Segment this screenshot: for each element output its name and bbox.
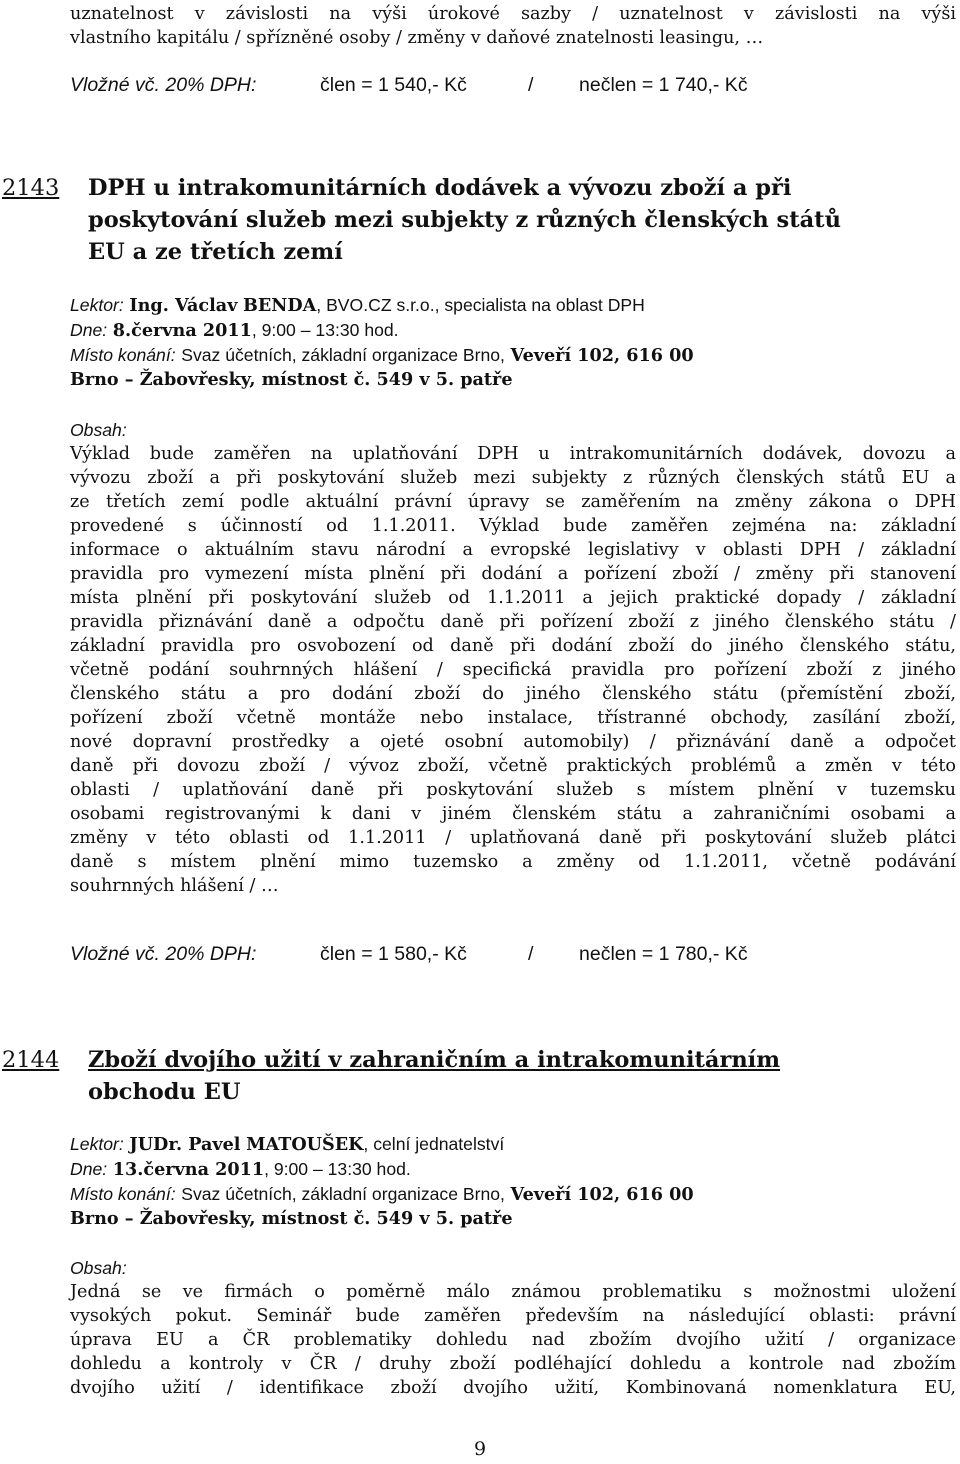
lecturer-label: Lektor: xyxy=(70,295,124,315)
section-2144-content xyxy=(70,1256,956,1400)
content-line: osobami registrovanými k dani v jiném členském státu a zahraničními osobami a xyxy=(70,804,956,824)
venue-line xyxy=(70,343,956,368)
section-2143 xyxy=(2,172,956,268)
section-title-line: DPH u intrakomunitárních dodávek a vývozu zboží a při xyxy=(88,175,792,201)
lecturer-affiliation: , BVO.CZ s.r.o., specialista na oblast DPH xyxy=(316,295,645,315)
date-line xyxy=(70,318,956,343)
venue-room: Brno – Žabovřesky, místnost č. 549 v 5. patře xyxy=(70,1208,513,1229)
time-value: , 9:00 – 13:30 hod. xyxy=(264,1159,411,1179)
content-label: Obsah: xyxy=(70,1258,127,1278)
content-line: Výklad bude zaměřen na uplatňování DPH u intrakomunitárních dodávek, dovozu a xyxy=(70,444,956,464)
section-2144 xyxy=(2,1044,956,1108)
content-line: pravidla pro vymezení místa plnění při dodání a pořízení zboží / změny při stanovení xyxy=(70,564,956,584)
venue-room: Brno – Žabovřesky, místnost č. 549 v 5. patře xyxy=(70,369,513,390)
section-title-line: EU a ze třetích zemí xyxy=(88,239,343,265)
content-paragraph xyxy=(70,1280,956,1400)
content-line: vysokých pokut. Seminář bude zaměřen především na následující oblasti: právní xyxy=(70,1306,956,1326)
fee-line-2143 xyxy=(70,74,956,100)
content-label: Obsah: xyxy=(70,420,127,440)
lecturer-affiliation: , celní jednatelství xyxy=(363,1134,505,1154)
fee-label: Vložné vč. 20% DPH: xyxy=(70,943,257,965)
intro-line: uznatelnost v závislosti na výši úrokové sazby / uznatelnost v závislosti na výši xyxy=(70,4,956,24)
date-label: Dne: xyxy=(70,320,108,340)
content-line: změny v této oblasti od 1.1.2011 / uplatňovaná daně při poskytování služeb plátci xyxy=(70,828,956,848)
content-line: dohledu a kontroly v ČR / druhy zboží podléhající dohledu a kontrole nad zbožím xyxy=(70,1354,956,1374)
fee-separator: / xyxy=(528,74,534,96)
content-line: vývozu zboží a při poskytování služeb mezi subjekty z různých členských států EU a xyxy=(70,468,956,488)
venue-organization: Svaz účetních, základní organizace Brno, xyxy=(181,345,505,365)
fee-nonmember: nečlen = 1 780,- Kč xyxy=(579,943,748,965)
content-line: ze třetích zemí podle aktuální právní úpravy se zaměřením na změny zákona o DPH xyxy=(70,492,956,512)
content-line: daně s místem plnění mimo tuzemsko a změny od 1.1.2011, včetně podávání xyxy=(70,852,956,872)
content-line: provedené s účinností od 1.1.2011. Výklad bude zaměřen zejména na: základní xyxy=(70,516,956,536)
fee-member: člen = 1 540,- Kč xyxy=(320,74,467,96)
venue-label: Místo konání: xyxy=(70,345,176,365)
content-line: informace o aktuálním stavu národní a evropské legislativy v oblasti DPH / základní xyxy=(70,540,956,560)
date-value: 13.června 2011 xyxy=(112,1159,265,1180)
content-line: pořízení zboží včetně montáže nebo instalace, třístranné obchody, zasílání zboží, xyxy=(70,708,956,728)
content-line: oblasti / uplatňování daně při poskytování služeb s místem plnění v tuzemsku xyxy=(70,780,956,800)
content-line: nové dopravní prostředky a ojeté osobní automobily) / přiznávání daně a odpočet xyxy=(70,732,956,752)
content-line: členského státu a pro dodání zboží do jiného členského státu (přemístění zboží, xyxy=(70,684,956,704)
section-2143-content xyxy=(70,418,956,898)
content-line: daně při dovozu zboží / vývoz zboží, včetně praktických problémů a změn v této xyxy=(70,756,956,776)
date-label: Dne: xyxy=(70,1159,108,1179)
section-title-line: obchodu EU xyxy=(88,1079,241,1105)
fee-label: Vložné vč. 20% DPH: xyxy=(70,74,257,96)
lecturer-name: MATOUŠEK xyxy=(246,1134,364,1155)
fee-separator: / xyxy=(528,943,534,965)
content-line: pravidla přiznávání daně a odpočtu daně při pořízení zboží z jiného členského státu / xyxy=(70,612,956,632)
section-2143-details xyxy=(70,293,956,392)
content-line: včetně podání souhrnných hlášení / specifická pravidla pro pořízení zboží z jiného xyxy=(70,660,956,680)
content-line: základní pravidla pro osvobození od daně při dodání zboží do jiného členského státu, xyxy=(70,636,956,656)
section-number: 2143 xyxy=(2,175,60,201)
content-line: Jedná se ve firmách o poměrně málo známou problematiku s možnostmi uložení xyxy=(70,1282,956,1302)
content-line: souhrnných hlášení / … xyxy=(70,876,279,896)
fee-line-2144 xyxy=(70,943,956,969)
venue-label: Místo konání: xyxy=(70,1184,176,1204)
section-heading xyxy=(2,172,956,268)
lecturer-line xyxy=(70,293,956,318)
lecturer-label: Lektor: xyxy=(70,1134,124,1154)
fee-member: člen = 1 580,- Kč xyxy=(320,943,467,965)
lecturer-line xyxy=(70,1132,956,1157)
lecturer-title: Ing. Václav xyxy=(129,295,238,316)
section-title-line: poskytování služeb mezi subjekty z různých členských států xyxy=(88,207,841,233)
fee-nonmember: nečlen = 1 740,- Kč xyxy=(579,74,748,96)
section-title-line: Zboží dvojího užití v zahraničním a intrakomunitárním xyxy=(88,1047,781,1073)
venue-organization: Svaz účetních, základní organizace Brno, xyxy=(181,1184,505,1204)
date-line xyxy=(70,1157,956,1182)
lecturer-name: BENDA xyxy=(243,295,317,316)
intro-text xyxy=(70,2,956,50)
section-number: 2144 xyxy=(2,1047,60,1073)
content-line: dvojího užití / identifikace zboží dvojího užití, Kombinovaná nomenklatura EU, xyxy=(70,1378,956,1398)
lecturer-title: JUDr. Pavel xyxy=(129,1134,241,1155)
venue-line xyxy=(70,1182,956,1207)
venue-address: Veveří 102, 616 00 xyxy=(510,1184,694,1205)
content-line: úprava EU a ČR problematiky dohledu nad zbožím dvojího užití / organizace xyxy=(70,1330,956,1350)
venue-address: Veveří 102, 616 00 xyxy=(510,345,694,366)
date-value: 8.června 2011 xyxy=(112,320,252,341)
section-2144-details xyxy=(70,1132,956,1231)
section-heading xyxy=(2,1044,956,1108)
content-paragraph xyxy=(70,442,956,898)
page-number: 9 xyxy=(473,1438,487,1460)
time-value: , 9:00 – 13:30 hod. xyxy=(251,320,399,340)
content-line: místa plnění při poskytování služeb od 1.1.2011 a jejich praktické dopady / základní xyxy=(70,588,956,608)
intro-line: vlastního kapitálu / spřízněné osoby / změny v daňové znatelnosti leasingu, … xyxy=(70,28,764,48)
